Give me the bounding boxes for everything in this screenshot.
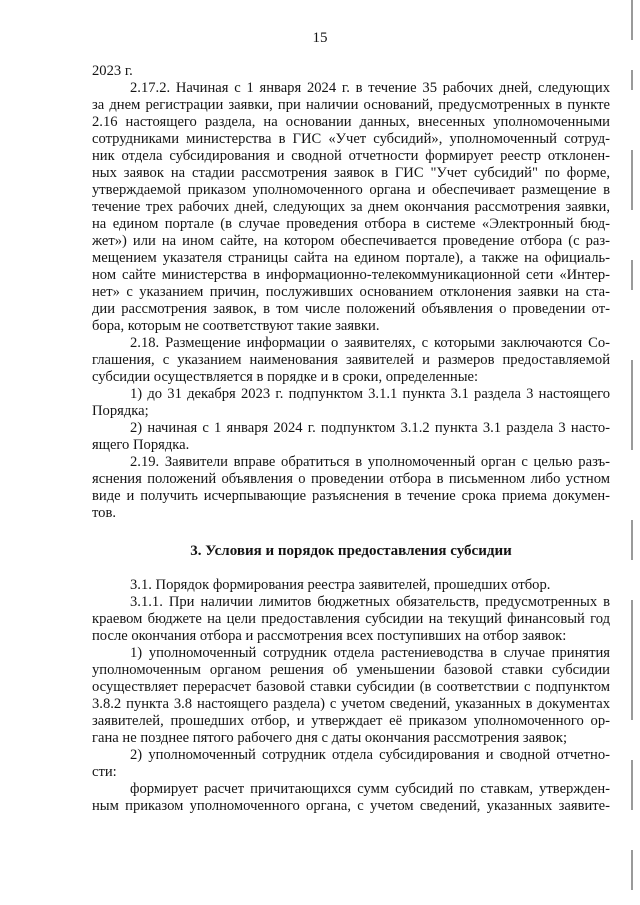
scan-edge-marks — [626, 0, 640, 905]
text-line: за днем регистрации заявки, при наличии оснований, предусмотренных в пункте — [92, 97, 610, 113]
text-line: субсидии осуществляется в порядке и в сроки, определенные: — [92, 369, 479, 385]
page-number: 15 — [312, 30, 328, 46]
text-line: ным приказом уполномоченного органа, с учетом сведений, указанных заявите- — [92, 798, 610, 814]
text-line: глашения, с указанием наименования заявителей и размеров предоставляемой — [92, 352, 610, 368]
text-line: 2) начиная с 1 января 2024 г. подпунктом 3.1.2 пункта 3.1 раздела 3 насто- — [130, 420, 610, 436]
text-line: краевом бюджете на цели предоставления субсидии на текущий финансовый год — [92, 611, 610, 627]
text-line: жет») или на ином сайте, на котором обеспечивается проведение отбора (с раз- — [92, 233, 610, 249]
text-line: виде и получить исчерпывающие разъяснения в течение срока приема докумен- — [92, 488, 610, 504]
text-line: бора, которым не соответствуют такие заявки. — [92, 318, 380, 334]
text-line: 2.17.2. Начиная с 1 января 2024 г. в течение 35 рабочих дней, следующих — [130, 80, 610, 96]
text-line: яснения положений объявления о проведении отбора в письменном либо устном — [92, 471, 610, 487]
text-line: ном сайте министерства в информационно-телекоммуникационной сети «Интер- — [92, 267, 610, 283]
text-line: 1) до 31 декабря 2023 г. подпунктом 3.1.1 пункта 3.1 раздела 3 настоящего — [130, 386, 610, 402]
text-line: осуществляет перерасчет базовой ставки субсидии (в соответствии с подпунктом — [92, 679, 610, 695]
text-line: гана не позднее пятого рабочего дня с даты окончания рассмотрения заявок; — [92, 730, 568, 746]
section-heading: 3. Условия и порядок предоставления субсидии — [190, 543, 512, 559]
text-line: 2.19. Заявители вправе обратиться в уполномоченный орган с целью разъ- — [130, 454, 610, 470]
text-line: формирует расчет причитающихся сумм субсидий по ставкам, утвержден- — [130, 781, 610, 797]
text-line: утверждаемой приказом уполномоченного органа и обеспечивает размещение в — [92, 182, 610, 198]
text-line: ник отдела субсидирования и сводной отчетности формирует реестр отклонен- — [92, 148, 610, 164]
text-line: 2) уполномоченный сотрудник отдела субсидирования и сводной отчетно- — [130, 747, 610, 763]
text-line: сти: — [92, 764, 117, 780]
text-line: дии рассмотрения заявок, в том числе положений объявления о проведении от- — [92, 301, 610, 317]
text-line: 2023 г. — [92, 63, 133, 79]
text-line: после окончания отбора и рассмотрения всех поступивших на отбор заявок: — [92, 628, 567, 644]
text-line: ящего Порядка. — [92, 437, 190, 453]
text-line: 3.1. Порядок формирования реестра заявителей, прошедших отбор. — [130, 577, 551, 593]
text-line: уполномоченным органом решения об уменьшении базовой ставки субсидии — [92, 662, 610, 678]
text-line: течение трех рабочих дней, следующих за днем окончания рассмотрения заявки, — [92, 199, 610, 215]
text-line: тов. — [92, 505, 117, 521]
text-line: заявителей, прошедших отбор, и утверждает её приказом уполномоченного ор- — [92, 713, 610, 729]
text-line: 1) уполномоченный сотрудник отдела растениеводства в случае принятия — [130, 645, 610, 661]
text-line: 3.1.1. При наличии лимитов бюджетных обязательств, предусмотренных в — [130, 594, 610, 610]
text-line: сотрудниками министерства в ГИС «Учет субсидий», уполномоченный сотруд- — [92, 131, 610, 147]
text-line: ных заявок на стадии рассмотрения заявок в ГИС "Учет субсидий" по форме, — [92, 165, 610, 181]
text-line: 3.8.2 пункта 3.8 настоящего раздела) с учетом сведений, указанных в документах — [92, 696, 610, 712]
text-line: на едином портале (в случае проведения отбора в системе «Электронный бюд- — [92, 216, 610, 232]
text-line: Порядка; — [92, 403, 149, 419]
text-line: нет» с указанием причин, послуживших основанием отклонения заявки на ста- — [92, 284, 610, 300]
text-line: 2.18. Размещение информации о заявителях, с которыми заключаются Со- — [130, 335, 610, 351]
text-line: мещением указателя страницы сайта на едином портале), а также на официаль- — [92, 250, 610, 266]
text-line: 2.16 настоящего раздела, на основании данных, внесенных уполномоченными — [92, 114, 610, 130]
